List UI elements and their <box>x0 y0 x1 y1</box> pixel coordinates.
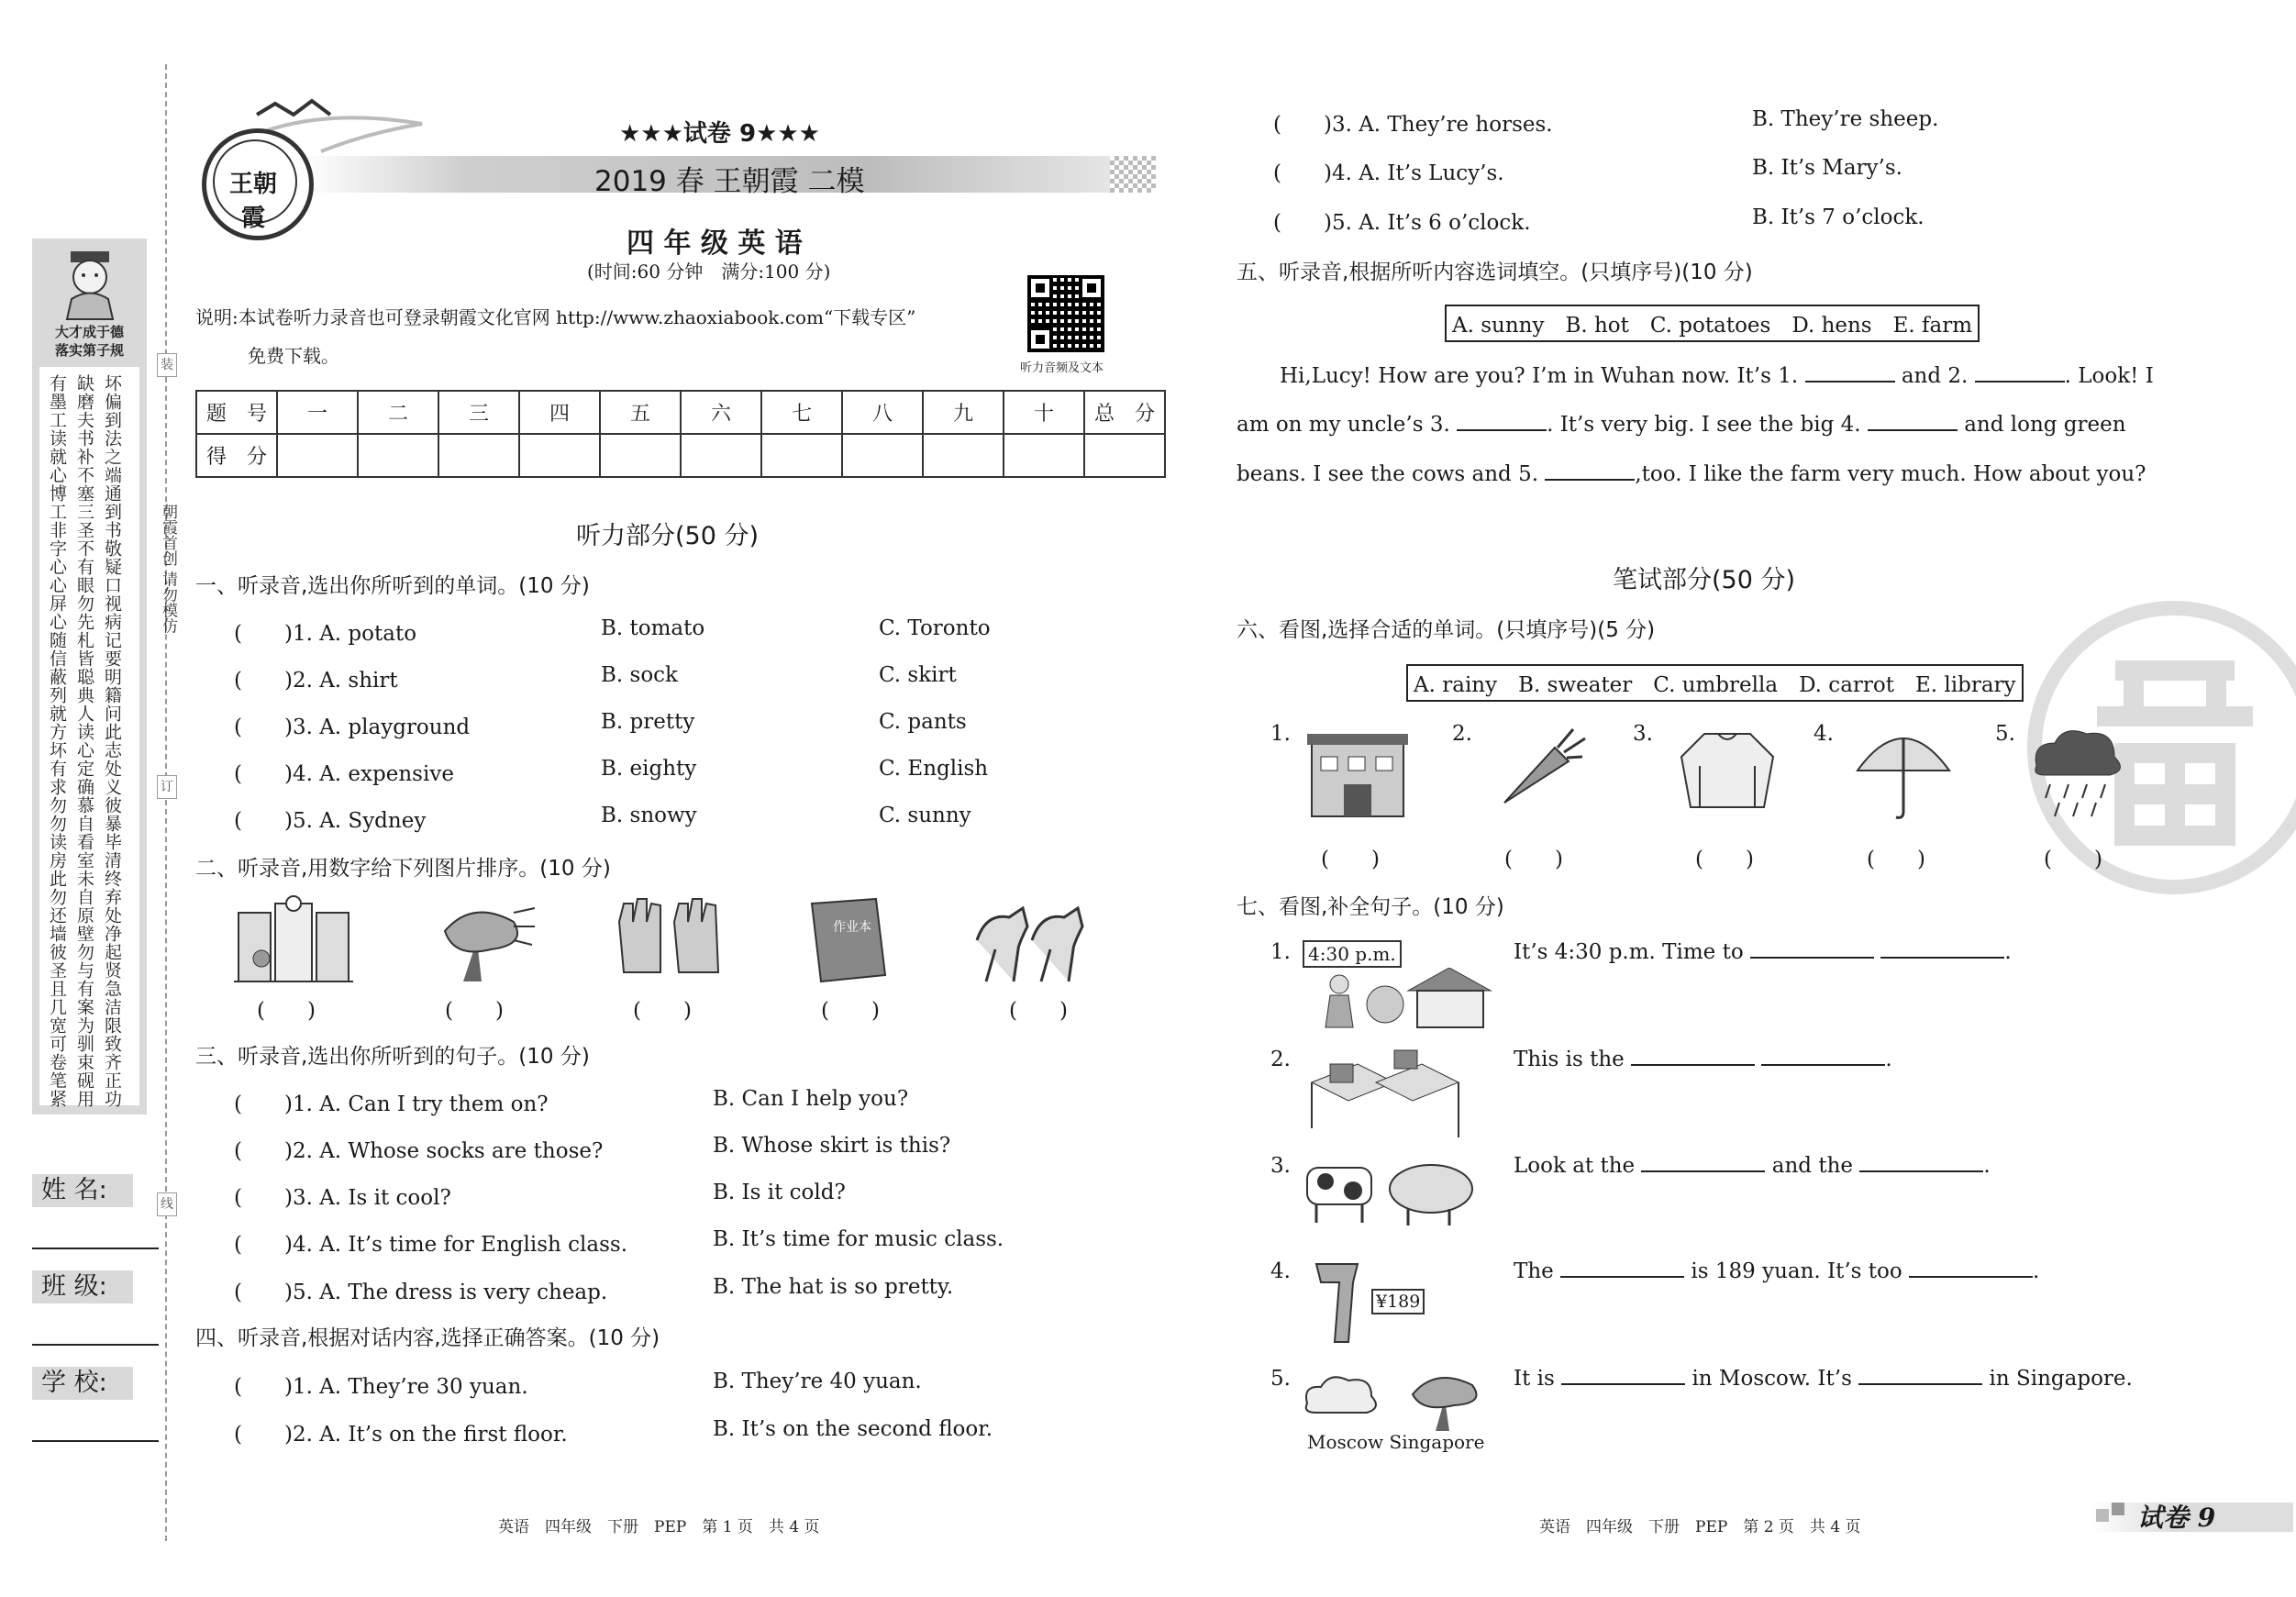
motto-poem-column: 可卷笔紧 <box>47 1035 67 1108</box>
qr-corner <box>1079 275 1104 301</box>
qr-caption: 听力音频及文本 <box>1020 361 1104 375</box>
motto-poem-column: 有墨工读 <box>47 374 67 448</box>
s6-num-4: 4. <box>1814 722 1834 746</box>
s2-paren[interactable]: ( ) <box>1009 999 1068 1023</box>
sentence-text: It is <box>1514 1367 1555 1391</box>
motto-poem-column: 弃处净起 <box>102 888 122 961</box>
s1-q2-a: ( )2. A. shirt <box>234 669 398 693</box>
series-label: ★★★试卷 9★★★ <box>619 120 820 148</box>
score-cell[interactable] <box>842 434 923 477</box>
s1-q3-a: ( )3. A. playground <box>234 715 471 739</box>
name-label: 姓 名: <box>32 1174 133 1207</box>
motto-poem-column: 屏心随信 <box>47 594 67 668</box>
section-4-title: 四、听录音,根据对话内容,选择正确答案。(10 分) <box>195 1326 660 1350</box>
s2-paren[interactable]: ( ) <box>821 999 880 1023</box>
table-header-cell: 二 <box>358 391 438 434</box>
subject-title: 四 年 级 英 语 <box>627 227 803 260</box>
banner-pattern <box>1110 156 1156 193</box>
s1-q4-c: C. English <box>879 757 989 781</box>
s1-q5-b: B. snowy <box>601 804 697 827</box>
s4-q1-a: ( )1. A. They’re 30 yuan. <box>234 1375 528 1399</box>
table-header-cell: 九 <box>923 391 1004 434</box>
section-1-title: 一、听录音,选出你所听到的单词。(10 分) <box>195 574 590 598</box>
score-cell[interactable] <box>681 434 761 477</box>
section-2-title: 二、听录音,用数字给下列图片排序。(10 分) <box>195 857 611 881</box>
footer-left: 英语 四年级 下册 PEP 第 1 页 共 4 页 <box>498 1518 820 1536</box>
motto-poem-column: 缺磨夫书 <box>74 374 94 448</box>
sentence-text: This is the <box>1514 1048 1625 1071</box>
s1-q4-a: ( )4. A. expensive <box>234 762 454 786</box>
clock-label: 4:30 p.m. <box>1303 940 1402 968</box>
s4-q2-a: ( )2. A. It’s on the first floor. <box>234 1423 568 1447</box>
passage-text: am on my uncle’s 3. <box>1237 413 1450 437</box>
city-labels: Moscow Singapore <box>1307 1431 1485 1453</box>
s1-q3-b: B. pretty <box>601 710 695 734</box>
gloves-picture <box>610 894 729 986</box>
motto-poem-column: 驯束砚用 <box>74 1035 94 1108</box>
table-header-cell: 三 <box>438 391 519 434</box>
name-field[interactable] <box>32 1248 159 1249</box>
s1-q1-b: B. tomato <box>601 616 705 640</box>
s2-paren[interactable]: ( ) <box>633 999 692 1023</box>
s6-word-bank: A. rainy B. sweater C. umbrella D. carrot E. library <box>1406 664 2024 702</box>
motto-poem-column: 勿先札皆 <box>74 594 94 668</box>
s1-q5-c: C. sunny <box>879 804 971 827</box>
score-entry-row <box>196 434 1165 477</box>
sentence-text: is 189 yuan. It’s too <box>1691 1259 1902 1283</box>
s6-num-2: 2. <box>1452 722 1472 746</box>
s7-q1: It’s 4:30 p.m. Time to . <box>1514 940 2012 964</box>
table-header-cell: 七 <box>761 391 842 434</box>
table-header-cell: 六 <box>681 391 761 434</box>
s7-q5 <box>1514 1367 2133 1391</box>
cow-and-sheep-picture <box>1303 1154 1477 1227</box>
motto-poem-column: 补不塞三 <box>74 448 94 521</box>
blank[interactable] <box>1761 1064 1885 1066</box>
library-building-picture <box>1303 725 1413 826</box>
table-header-cell: 四 <box>519 391 600 434</box>
table-header-cell: 一 <box>277 391 358 434</box>
sentence-text: and the <box>1771 1154 1854 1178</box>
s7-num-1: 1. <box>1270 940 1291 964</box>
binding-tick: 线 <box>157 1192 177 1216</box>
badge-square <box>2112 1503 2124 1515</box>
motto-heading: 大才成于德 落实第子规 <box>54 324 124 359</box>
sentence-text: It’s 4:30 p.m. Time to <box>1514 940 1744 964</box>
s3-q1-a: ( )1. A. Can I try them on? <box>234 1092 549 1116</box>
table-header-cell: 八 <box>842 391 923 434</box>
s7-q2: This is the . <box>1514 1048 1892 1071</box>
s5-passage-line-1 <box>1280 364 2154 388</box>
blank-2[interactable] <box>1975 381 2065 383</box>
s3-q5-a: ( )5. A. The dress is very cheap. <box>234 1281 608 1304</box>
motto-poem-column: 书敬疑口 <box>102 521 122 594</box>
motto-poem-column: 非字心心 <box>47 521 67 594</box>
s1-q5-a: ( )5. A. Sydney <box>234 809 427 833</box>
exercise-book-picture <box>807 894 899 986</box>
s3-q3-a: ( )3. A. Is it cool? <box>234 1186 451 1210</box>
motto-poem-column: 暴毕清终 <box>102 815 122 888</box>
s7-num-4: 4. <box>1270 1259 1291 1283</box>
badge-label: 试卷 9 <box>2137 1503 2216 1533</box>
blank[interactable] <box>1750 957 1874 959</box>
blank[interactable] <box>1561 1383 1685 1385</box>
s6-paren[interactable]: ( ) <box>1504 848 1563 871</box>
motto-poem-column: 就心博工 <box>47 448 67 521</box>
blank[interactable] <box>1880 957 2004 959</box>
carrot-picture <box>1486 725 1587 816</box>
binding-tick: 装 <box>157 353 177 377</box>
section-5-title: 五、听录音,根据所听内容选词填空。(只填序号)(10 分) <box>1237 261 1753 284</box>
s6-paren[interactable]: ( ) <box>1321 848 1380 871</box>
motto-poem-column: 坏偏到法 <box>102 374 122 448</box>
weather-cities-picture <box>1298 1367 1486 1431</box>
motto-poem-column: 坏有求勿 <box>47 741 67 815</box>
motto-poem-column: 明籍问此 <box>102 668 122 741</box>
section-3-title: 三、听录音,选出你所听到的句子。(10 分) <box>195 1045 590 1069</box>
sweater-picture <box>1677 725 1778 816</box>
s7-num-3: 3. <box>1270 1154 1291 1178</box>
passage-text: Hi,Lucy! How are you? I’m in Wuhan now. It’s 1. <box>1280 364 1799 388</box>
scarf-picture <box>1307 1259 1367 1347</box>
class-field[interactable] <box>32 1344 159 1346</box>
horses-picture <box>968 894 1105 986</box>
score-cell[interactable] <box>519 434 600 477</box>
score-table <box>195 390 1166 478</box>
exam-note-cont: 免费下载。 <box>248 345 339 367</box>
motto-poem-column: 勿还墙彼 <box>47 888 67 961</box>
s1-q1-c: C. Toronto <box>879 616 991 640</box>
windy-tree-picture <box>427 894 537 986</box>
score-cell[interactable] <box>1004 434 1084 477</box>
motto-poem-column: 与有案为 <box>74 961 94 1035</box>
logo-text: 王朝霞 <box>228 171 277 232</box>
s4-q1-b: B. They’re 40 yuan. <box>713 1370 922 1393</box>
blank-1[interactable] <box>1805 381 1895 383</box>
blank[interactable] <box>1641 1170 1765 1172</box>
binding-side-text: 朝霞首创 请勿模仿 <box>159 504 177 634</box>
blank[interactable] <box>1909 1276 2033 1278</box>
section-7-title: 七、看图,补全句子。(10 分) <box>1237 895 1504 919</box>
passage-text: . It’s very big. I see the big 4. <box>1547 413 1861 437</box>
passage-text: and long green <box>1964 413 2126 437</box>
s3-q4-b: B. It’s time for music class. <box>713 1227 1004 1251</box>
motto-poem-column: 蔽列就方 <box>47 668 67 741</box>
s7-q3: Look at the and the . <box>1514 1154 1991 1178</box>
s7-num-2: 2. <box>1270 1048 1291 1071</box>
s4-q4-a: ( )4. A. It’s Lucy’s. <box>1273 161 1504 185</box>
score-cell[interactable] <box>277 434 358 477</box>
going-home-picture <box>1303 968 1509 1032</box>
blank-5[interactable] <box>1545 479 1635 481</box>
listening-part-title: 听力部分(50 分) <box>576 522 760 550</box>
score-cell[interactable] <box>358 434 438 477</box>
footer-right: 英语 四年级 下册 PEP 第 2 页 共 4 页 <box>1539 1518 1861 1536</box>
score-cell[interactable] <box>923 434 1004 477</box>
score-cell[interactable] <box>600 434 681 477</box>
s6-num-3: 3. <box>1633 722 1653 746</box>
writing-part-title: 笔试部分(50 分) <box>1613 566 1796 594</box>
book-label: 作业本 <box>833 920 871 935</box>
motto-poem-column: 致齐正功 <box>102 1035 122 1108</box>
binding-tick: 订 <box>157 775 177 799</box>
blank[interactable] <box>1631 1064 1755 1066</box>
score-header-row <box>196 391 1165 434</box>
s5-passage-line-3 <box>1237 462 2146 486</box>
s3-q3-b: B. Is it cold? <box>713 1181 846 1204</box>
score-cell[interactable] <box>761 434 842 477</box>
motto-poem-column: 志处义彼 <box>102 741 122 815</box>
blank-4[interactable] <box>1868 429 1958 431</box>
sentence-text: The <box>1514 1259 1554 1283</box>
time-info: (时间:60 分钟 满分:100 分) <box>587 261 831 283</box>
s4-q5-b: B. It’s 7 o’clock. <box>1752 205 1924 229</box>
motto-poem-column: 视病记要 <box>102 594 122 668</box>
umbrella-picture <box>1853 720 1954 821</box>
s1-q2-b: B. sock <box>601 663 678 687</box>
blank[interactable] <box>1859 1170 1983 1172</box>
section-6-title: 六、看图,选择合适的单词。(只填序号)(5 分) <box>1237 618 1656 642</box>
s5-word-bank: A. sunny B. hot C. potatoes D. hens E. farm <box>1445 305 1980 342</box>
s7-q4: The is 189 yuan. It’s too . <box>1514 1259 2040 1283</box>
motto-poem-column: 勿读房此 <box>47 815 67 888</box>
s4-q5-a: ( )5. A. It’s 6 o’clock. <box>1273 211 1531 235</box>
s4-q2-b: B. It’s on the second floor. <box>713 1417 993 1441</box>
s6-paren[interactable]: ( ) <box>2044 848 2102 871</box>
scholar-illustration <box>58 246 122 321</box>
s5-passage-line-2 <box>1237 413 2126 437</box>
s1-q4-b: B. eighty <box>601 757 697 781</box>
price-tag: ¥189 <box>1371 1289 1425 1314</box>
qr-corner <box>1027 275 1053 301</box>
s2-paren[interactable]: ( ) <box>445 999 504 1023</box>
motto-poem-column: 贤急洁限 <box>102 961 122 1035</box>
school-label: 学 校: <box>32 1367 133 1400</box>
s2-paren[interactable]: ( ) <box>257 999 316 1023</box>
computer-room-picture <box>1303 1046 1468 1137</box>
s6-paren[interactable]: ( ) <box>1695 848 1754 871</box>
s1-q1-a: ( )1. A. potato <box>234 622 417 646</box>
passage-text: ,too. I like the farm very much. How about you? <box>1635 462 2146 486</box>
s7-num-5: 5. <box>1270 1367 1291 1391</box>
badge-square <box>2096 1509 2109 1522</box>
school-field[interactable] <box>32 1440 159 1442</box>
sentence-text: Look at the <box>1514 1154 1636 1178</box>
s3-q5-b: B. The hat is so pretty. <box>713 1275 954 1299</box>
s4-q3-a: ( )3. A. They’re horses. <box>1273 113 1553 137</box>
s4-q4-b: B. It’s Mary’s. <box>1752 156 1902 180</box>
table-header-cell: 题 号 <box>196 391 277 434</box>
class-label: 班 级: <box>32 1270 133 1303</box>
table-header-cell: 十 <box>1004 391 1084 434</box>
s1-q2-c: C. skirt <box>879 663 957 687</box>
passage-text: beans. I see the cows and 5. <box>1237 462 1539 486</box>
motto-poem-column: 心定确慕 <box>74 741 94 815</box>
s4-q3-b: B. They’re sheep. <box>1752 107 1939 131</box>
motto-poem-column: 圣且几宽 <box>47 961 67 1035</box>
score-cell[interactable] <box>438 434 519 477</box>
s3-q4-a: ( )4. A. It’s time for English class. <box>234 1233 628 1257</box>
s3-q1-b: B. Can I help you? <box>713 1087 909 1111</box>
table-row-label: 得 分 <box>196 434 277 477</box>
sentence-text: in Singapore. <box>1989 1367 2133 1391</box>
s6-num-5: 5. <box>1995 722 2015 746</box>
s6-num-1: 1. <box>1270 722 1291 746</box>
motto-poem-column: 自看室未 <box>74 815 94 888</box>
library-street-picture <box>234 894 353 986</box>
passage-text: . Look! I <box>2064 364 2154 388</box>
blank[interactable] <box>1858 1383 1982 1385</box>
blank[interactable] <box>1560 1276 1684 1278</box>
score-cell[interactable] <box>1084 434 1165 477</box>
motto-poem-column: 聪典人读 <box>74 668 94 741</box>
s3-q2-a: ( )2. A. Whose socks are those? <box>234 1139 604 1163</box>
exam-title: 2019 春 王朝霞 二模 <box>594 165 865 198</box>
s6-paren[interactable]: ( ) <box>1867 848 1925 871</box>
binding-cut-line <box>165 64 167 1541</box>
table-header-cell: 五 <box>600 391 681 434</box>
exam-note: 说明:本试卷听力录音也可登录朝霞文化官网 http://www.zhaoxiabook.com“下载专区” <box>195 306 916 328</box>
s3-q2-b: B. Whose skirt is this? <box>713 1134 951 1158</box>
sentence-text: in Moscow. It’s <box>1691 1367 1852 1391</box>
motto-poem-column: 之端通到 <box>102 448 122 521</box>
qr-corner <box>1027 327 1053 352</box>
motto-poem-column: 圣不有眼 <box>74 521 94 594</box>
motto-poem-column: 自原壁勿 <box>74 888 94 961</box>
table-header-cell: 总 分 <box>1084 391 1165 434</box>
rain-cloud-picture <box>2027 720 2128 821</box>
s1-q3-c: C. pants <box>879 710 967 734</box>
passage-text: and 2. <box>1901 364 1969 388</box>
blank-3[interactable] <box>1457 429 1547 431</box>
